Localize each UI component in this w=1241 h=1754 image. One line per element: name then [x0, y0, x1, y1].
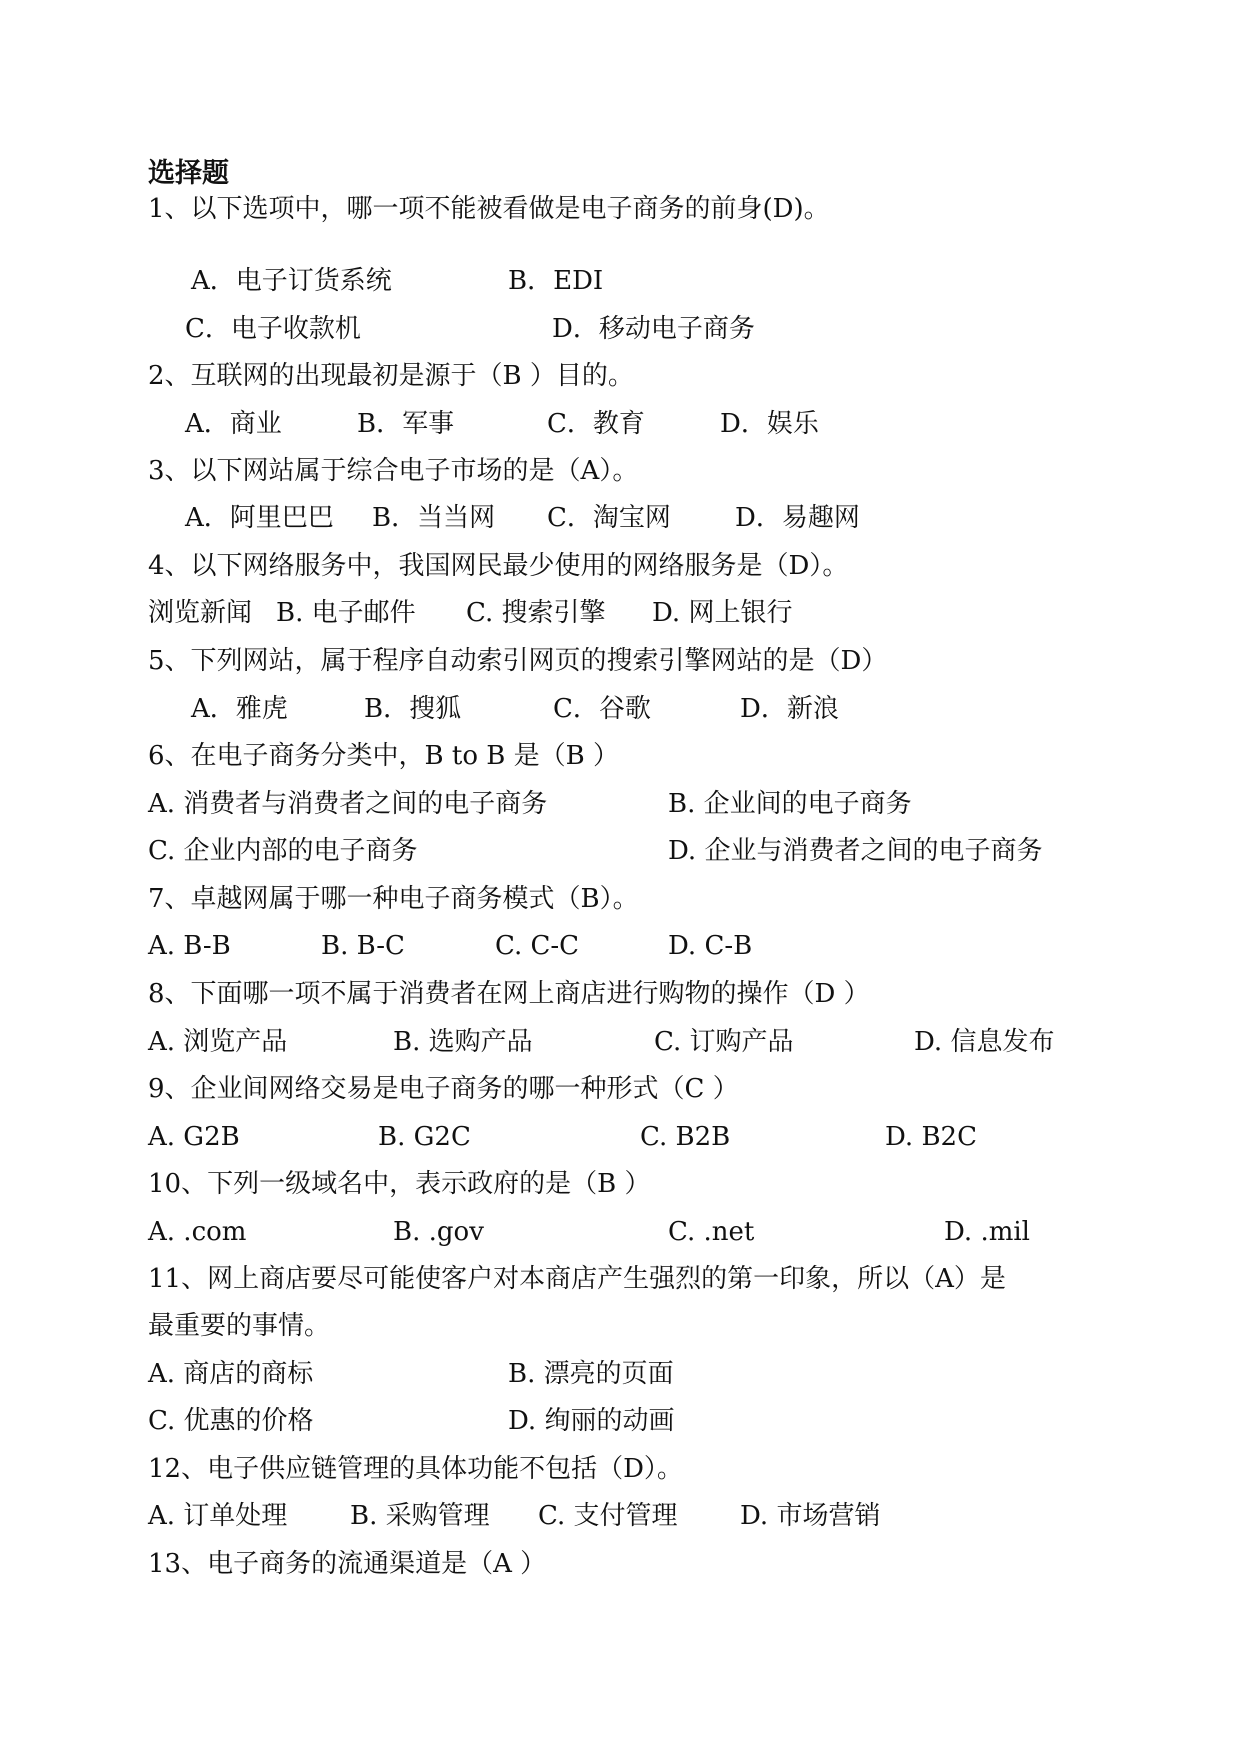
q7-option-a: A. B-B: [148, 931, 231, 961]
q5-option-a: A．雅虎: [191, 694, 288, 724]
question-9: 9、企业间网络交易是电子商务的哪一种形式（C ）: [148, 1074, 739, 1104]
q9-option-a: A. G2B: [148, 1122, 240, 1152]
q10-option-d: D. .mil: [944, 1217, 1030, 1247]
q7-option-c: C. C-C: [495, 931, 580, 961]
question-10: 10、下列一级域名中，表示政府的是（B ）: [148, 1169, 651, 1199]
q3-option-b: B．当当网: [372, 503, 496, 533]
q1-option-b: B．EDI: [508, 266, 604, 296]
question-12: 12、电子供应链管理的具体功能不包括（D）。: [148, 1454, 683, 1484]
q3-option-a: A．阿里巴巴: [185, 503, 334, 533]
q6-option-c: C. 企业内部的电子商务: [148, 836, 418, 866]
q4-option-b: B. 电子邮件: [276, 598, 416, 628]
q2-option-c: C．教育: [547, 409, 645, 439]
question-13: 13、电子商务的流通渠道是（A ）: [148, 1549, 547, 1579]
q4-option-d: D. 网上银行: [652, 598, 793, 628]
q6-option-b: B. 企业间的电子商务: [668, 789, 912, 819]
q4-option-a: 浏览新闻: [148, 598, 253, 628]
q12-option-b: B. 采购管理: [350, 1501, 490, 1531]
q9-option-b: B. G2C: [378, 1122, 471, 1152]
q5-option-b: B．搜狐: [364, 694, 462, 724]
q10-option-b: B. .gov: [393, 1217, 484, 1247]
q1-option-a: A．电子订货系统: [191, 266, 392, 296]
q7-option-b: B. B-C: [321, 931, 405, 961]
q6-option-a: A. 消费者与消费者之间的电子商务: [148, 789, 548, 819]
q10-option-c: C. .net: [668, 1217, 755, 1247]
question-4: 4、以下网络服务中，我国网民最少使用的网络服务是（D）。: [148, 551, 849, 581]
section-heading: 选择题: [148, 158, 229, 189]
q2-option-d: D．娱乐: [720, 409, 819, 439]
q11-option-d: D. 绚丽的动画: [508, 1406, 675, 1436]
q2-option-b: B．军事: [357, 409, 455, 439]
q11-option-c: C. 优惠的价格: [148, 1406, 314, 1436]
question-2: 2、互联网的出现最初是源于（B ）目的。: [148, 361, 634, 391]
question-11: 11、网上商店要尽可能使客户对本商店产生强烈的第一印象，所以（A）是: [148, 1264, 1006, 1294]
question-5: 5、下列网站，属于程序自动索引网页的搜索引擎网站的是（D）: [148, 646, 888, 676]
q9-option-c: C. B2B: [640, 1122, 731, 1152]
question-6: 6、在电子商务分类中，B to B 是（B ）: [148, 741, 620, 771]
q5-option-d: D．新浪: [740, 694, 839, 724]
q7-option-d: D. C-B: [668, 931, 753, 961]
q3-option-c: C．淘宝网: [547, 503, 671, 533]
q11-option-b: B. 漂亮的页面: [508, 1359, 674, 1389]
q12-option-c: C. 支付管理: [538, 1501, 678, 1531]
q5-option-c: C．谷歌: [553, 694, 651, 724]
q1-option-d: D．移动电子商务: [552, 314, 755, 344]
q8-option-b: B. 选购产品: [393, 1027, 533, 1057]
q6-option-d: D. 企业与消费者之间的电子商务: [668, 836, 1043, 866]
q4-option-c: C. 搜索引擎: [466, 598, 606, 628]
q8-option-a: A. 浏览产品: [148, 1027, 288, 1057]
question-3: 3、以下网站属于综合电子市场的是（A）。: [148, 456, 639, 486]
q1-option-c: C．电子收款机: [185, 314, 361, 344]
question-7: 7、卓越网属于哪一种电子商务模式（B）。: [148, 884, 639, 914]
q8-option-d: D. 信息发布: [914, 1027, 1055, 1057]
q8-option-c: C. 订购产品: [654, 1027, 794, 1057]
q11-option-a: A. 商店的商标: [148, 1359, 314, 1389]
question-8: 8、下面哪一项不属于消费者在网上商店进行购物的操作（D ）: [148, 979, 870, 1009]
q12-option-d: D. 市场营销: [740, 1501, 881, 1531]
q2-option-a: A．商业: [185, 409, 282, 439]
q9-option-d: D. B2C: [885, 1122, 977, 1152]
q12-option-a: A. 订单处理: [148, 1501, 288, 1531]
q3-option-d: D．易趣网: [735, 503, 860, 533]
question-1: 1、以下选项中，哪一项不能被看做是电子商务的前身(D)。: [148, 194, 830, 224]
q10-option-a: A. .com: [148, 1217, 247, 1247]
question-11-continued: 最重要的事情。: [148, 1311, 331, 1341]
